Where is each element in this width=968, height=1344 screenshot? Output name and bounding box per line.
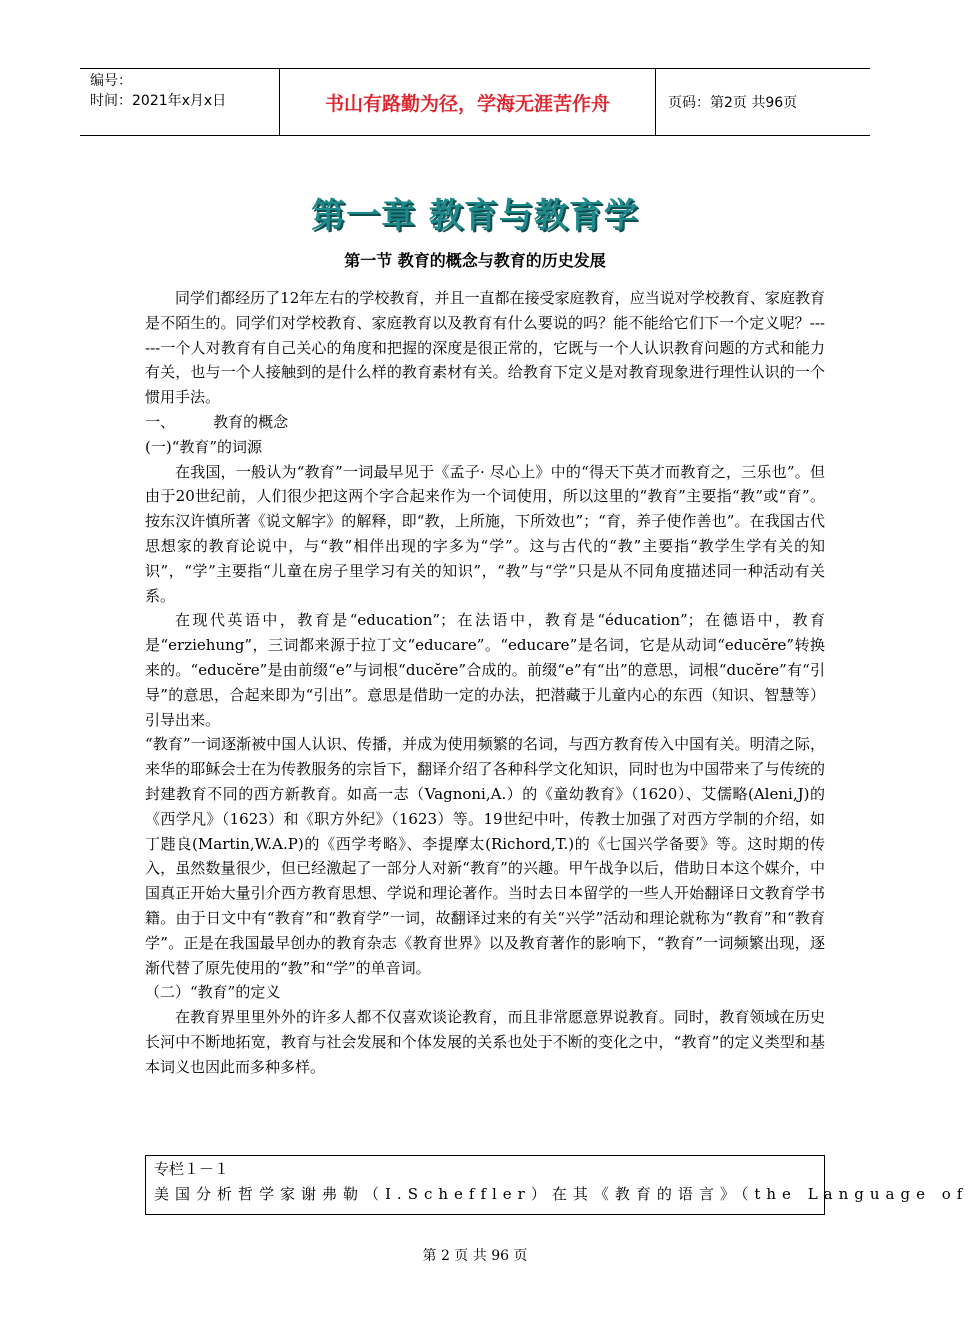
box-title: 专栏１－１ xyxy=(154,1160,230,1178)
page-footer: 第 2 页 共 96 页 xyxy=(422,1248,528,1264)
document-date-label: 时间：2021年x月x日 xyxy=(90,93,227,109)
sidebar-column-box xyxy=(145,1155,968,1215)
paragraph-definition: 在教育界里里外外的许多人都不仅喜欢谈论教育，而且非常愿意界说教育。同时，教育领域在历史长河中不断地拓宽，教育与社会发展和个体发展的关系也处于不断的变化之中，“教育”的定义类型和基本词义也因此而多种多样。 xyxy=(145,1008,825,1076)
paragraph-chinese-etymology: 在我国，一般认为“教育”一词最早见于《孟子· 尽心上》中的“得天下英才而教育之，三乐也”。但由于20世纪前，人们很少把这两个字合起来作为一个词使用，所以这里的“教育”主要指“教”或“育”。按东汉许慎所著《说文解字》的解释，即“教，上所施，下所效也”；“育，养子使作善也”。在我国古代思想家的教育论说中，与“教”相伴出现的字多为“学”。这与古代的“教”主要指“教学生学有关的知识”，“学”主要指“儿童在房子里学习有关的知识”，“教”与“学”只是从不同角度描述同一种活动有关系。 xyxy=(145,462,825,605)
paragraph-intro: 同学们都经历了12年左右的学校教育，并且一直都在接受家庭教育，应当说对学校教育、家庭教育是不陌生的。同学们对学校教育、家庭教育以及教育有什么要说的吗？能不能给它们下一个定义呢？------一个人对教育有自己关心的角度和把握的深度是很正常的，它既与一个人认识教育问题的方式和能力有关，也与一个人接触到的是什么样的教育素材有关。给教育下定义是对教育现象进行理性认识的一个惯用手法。 xyxy=(145,289,825,407)
section-title: 第一节 教育的概念与教育的历史发展 xyxy=(344,251,606,270)
document-number-label: 编号： xyxy=(90,73,132,89)
box-text: 美国分析哲学家谢弗勒（I.Scheffler）在其《教育的语言》（the Language of xyxy=(154,1185,968,1203)
heading-etymology: (一)“教育”的词源 xyxy=(145,437,263,456)
header-motto: 书山有路勤为径，学海无涯苦作舟 xyxy=(280,69,656,135)
header-left-cell xyxy=(80,69,280,135)
body-text xyxy=(145,286,825,1080)
heading-concept: 一、 教育的概念 xyxy=(145,412,289,431)
chapter-title: 第一章 教育与教育学 xyxy=(311,196,639,236)
paragraph-western-etymology: 在现代英语中，教育是“education”；在法语中，教育是“éducation”；在德语中，教育是“erziehung”，三词都来源于拉丁文“educare”。“educare”是名词，它是从动词“educĕre”转换来的。“educĕre”是由前缀“e”与词根“ducĕre”合成的。前缀“e”有“出”的意思，词根“ducĕre”有“引导”的意思，合起来即为“引出”。意思是借助一定的办法，把潜藏于儿童内心的东西（知识、智慧等）引导出来。 xyxy=(145,611,825,729)
header-page-info: 页码：第2页 共96页 xyxy=(668,95,798,111)
heading-definition: （二）“教育”的定义 xyxy=(145,983,281,1002)
page-header xyxy=(80,68,870,136)
paragraph-history: “教育”一词逐渐被中国人认识、传播，并成为使用频繁的名词，与西方教育传入中国有关。明清之际，来华的耶稣会士在为传教服务的宗旨下，翻译介绍了各种科学文化知识，同时也为中国带来了与传统的封建教育不同的西方新教育。如高一志（Vagnoni,A.）的《童幼教育》（1620）、艾儒略(Aleni,J)的《西学凡》（1623）和《职方外纪》（1623）等。19世纪中叶，传教士加强了对西方学制的介绍，如丁韪良(Martin,W.A.P)的《西学考略》、李提摩太(Richord,T.)的《七国兴学备要》等。这时期的传入，虽然数量很少，但已经激起了一部分人对新“教育”的兴趣。甲午战争以后，借助日本这个媒介，中国真正开始大量引介西方教育思想、学说和理论著作。当时去日本留学的一些人开始翻译日文教育学书籍。由于日文中有“教育”和“教育学”一词，故翻译过来的有关“兴学”活动和理论就称为“教育”和“教育学”。正是在我国最早创办的教育杂志《教育世界》以及教育著作的影响下，“教育”一词频繁出现，逐渐代替了原先使用的“教”和“学”的单音词。 xyxy=(145,735,825,977)
